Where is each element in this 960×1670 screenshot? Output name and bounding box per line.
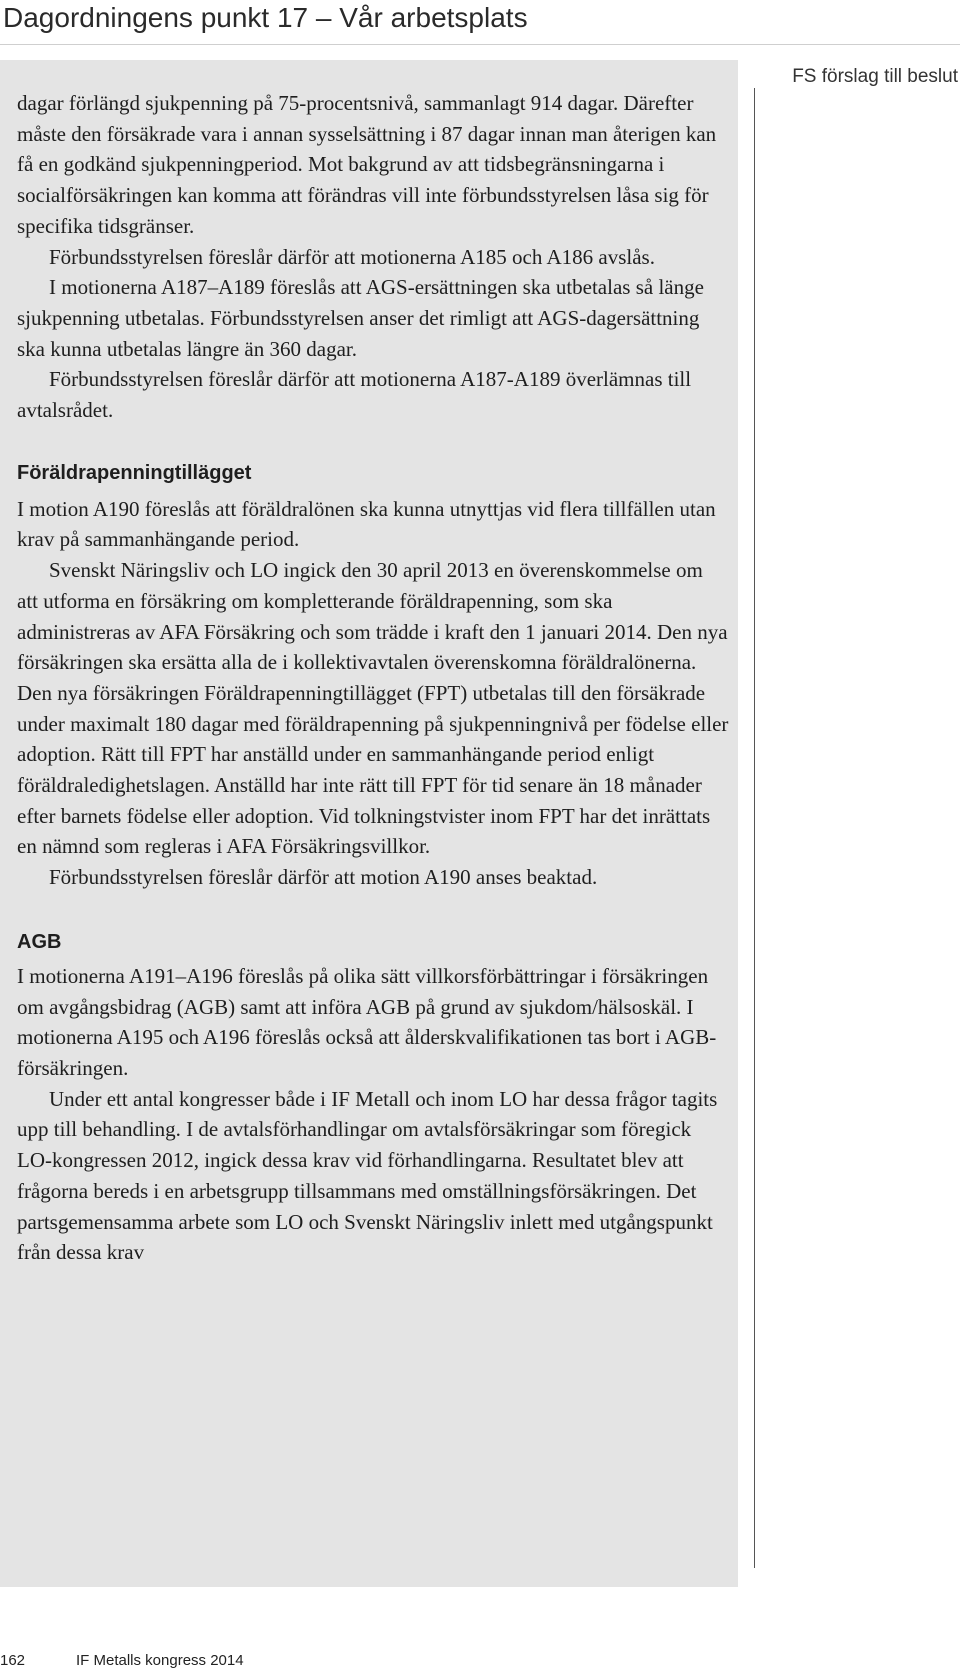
paragraph: Svenskt Näringsliv och LO ingick den 30 april 2013 en överenskommelse om att utforma en försäkring om kompletterande föräldrapenning, som ska administreras av AFA Försäkring och som trädde i kraft den 1 januari 2014. Den nya försäkringen ska ersätta alla de i kollektivavtalen överenskomna föräldralönerna. Den nya försäkringen Föräldrapenningtillägget (FPT) utbetalas till den försäkrade under maximalt 180 dagar med föräldrapenning på sjukpenningnivå per födelse eller adoption. Rätt till FPT har anställd under en sammanhängande period enligt föräldraledighetslagen. Anställd har inte rätt till FPT för tid senare än 18 månader efter barnets födelse eller adoption. Vid tolkningstvister inom FPT har det inrättats en nämnd som regleras i AFA Försäkringsvillkor. <box>17 558 729 859</box>
paragraph: Under ett antal kongresser både i IF Metall och inom LO har dessa frågor tagits upp till behandling. I de avtalsförhandlingar om avtalsförsäkringar som föregick LO-kongressen 2012, ingick dessa krav vid förhandlingarna. Resultatet blev att frågorna bereds i en arbetsgrupp tillsammans med omställningsförsäkringen. Det partsgemensamma arbete som LO och Svenskt Näringsliv inlett med utgångspunkt från dessa krav <box>17 1086 718 1265</box>
page-footer <box>0 1652 960 1670</box>
page-number: 162 <box>0 1652 26 1669</box>
paragraph: I motion A190 föreslås att föräldralönen ska kunna utnyttjas vid flera tillfällen utan krav på sammanhängande period. <box>17 496 716 552</box>
paragraph: I motionerna A191–A196 föreslås på olika sätt villkorsförbättringar i försäkringen om avgångsbidrag (AGB) samt att införa AGB på grund av sjukdom/hälsoskäl. I motionerna A195 och A196 föreslås också att ålderskvalifikationen tas bort i AGB-försäkringen. <box>17 963 717 1080</box>
paragraph: Förbundsstyrelsen föreslår därför att motionerna A185 och A186 avslås. <box>49 244 655 269</box>
paragraph: dagar förlängd sjukpenning på 75-procentsnivå, sammanlagt 914 dagar. Därefter måste den försäkrade vara i annan sysselsättning i 87 dagar innan man återigen kan få en godkänd sjukpenningperiod. Mot bakgrund av att tidsbegränsningarna i socialförsäkringen kan komma att förändras vill inte förbundsstyrelsen låsa sig för specifika tidsgränser. <box>17 91 717 238</box>
side-rule-divider <box>754 88 755 1568</box>
body-text <box>17 88 729 1268</box>
page-title: Dagordningens punkt 17 – Vår arbetsplats <box>3 2 528 33</box>
paragraph: Förbundsstyrelsen föreslår därför att motionerna A187-A189 överlämnas till avtalsrådet. <box>17 367 692 423</box>
publication-title: IF Metalls kongress 2014 <box>76 1652 244 1669</box>
paragraph: I motionerna A187–A189 föreslås att AGS-ersättningen ska utbetalas så länge sjukpenning utbetalas. Förbundsstyrelsen anser det rimligt att AGS-dagersättning ska kunna utbetalas längre än 360 dagar. <box>17 275 704 361</box>
side-label: FS förslag till beslut <box>792 66 958 87</box>
paragraph: Förbundsstyrelsen föreslår därför att motion A190 anses beaktad. <box>49 865 598 890</box>
page-header <box>0 0 960 45</box>
section-heading: AGB <box>17 930 62 953</box>
section-heading: Föräldrapenningtillägget <box>17 461 252 484</box>
